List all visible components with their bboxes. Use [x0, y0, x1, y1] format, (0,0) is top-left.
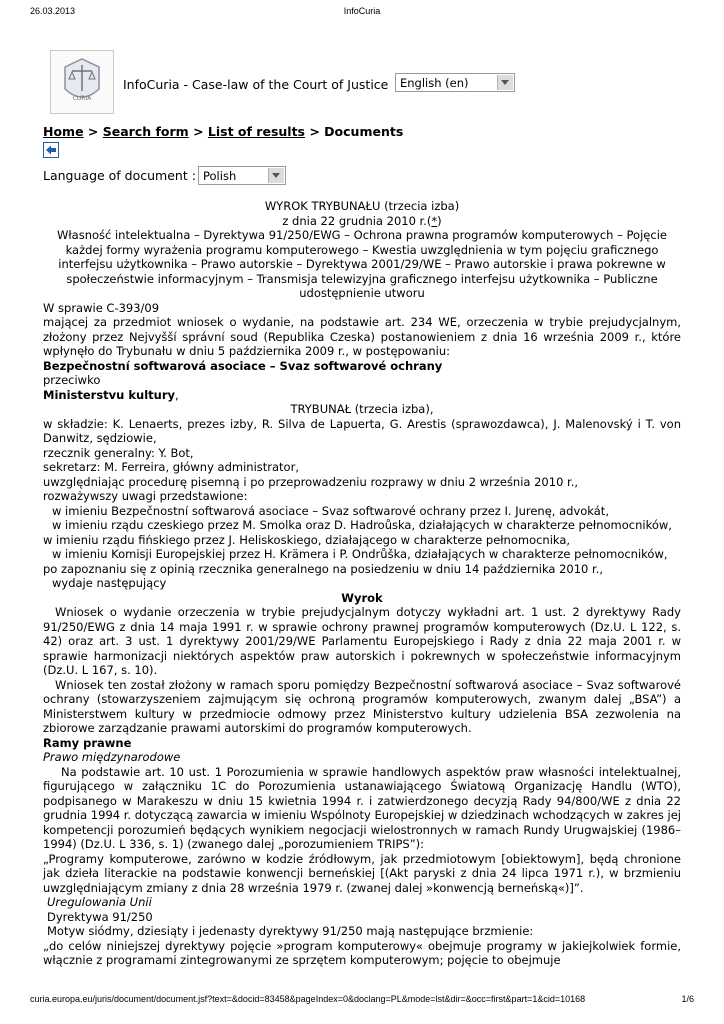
document-language-label: Language of document :: [43, 168, 196, 183]
composition: w składzie: K. Lenaerts, prezes izby, R. Silva de Lapuerta, G. Arestis (sprawozdawca), J. Malenovský i T. von Danwitz, sędziowie,: [43, 416, 681, 445]
judgment-title: WYROK TRYBUNAŁU (trzecia izba): [264, 199, 460, 213]
document-language-select[interactable]: [198, 166, 286, 185]
document-language-value: Polish: [203, 169, 237, 183]
section-heading-legal-framework: Ramy prawne: [43, 735, 132, 750]
defendant: Ministerstvu kultury: [43, 387, 175, 402]
breadcrumb-search-form[interactable]: Search form: [102, 124, 189, 139]
intro-paragraph: mającej za przedmiot wniosek o wydanie, na podstawie art. 234 WE, orzeczenia w trybie prejudycjalnym, złożony przez Nejvyšší správní soud (Republika Czeska) postanowieniem z dnia 16 września 2009 r., które wpłynęło do Trybunału w dniu 5 października 2009 r., w postępowaniu:: [43, 315, 681, 358]
subheading-international-law: Prawo międzynarodowe: [43, 750, 181, 764]
paragraph-1: Wniosek o wydanie orzeczenia w trybie prejudycjalnym dotyczy wykładni art. 1 ust. 2 dyrektywy Rady 91/250/EWG z dnia 14 maja 1991 r. w sprawie ochrony prawnej programów komputerowych (Dz.U. L 122, s. 42) oraz art. 3 ust. 1 dyrektywy 2001/29/WE Parlamentu Europejskiego i Rady z dnia 22 maja 2001 r. w sprawie harmonizacji niektórych aspektów praw autorskich i pokrewnych w społeczeństwie informacyjnym (Dz.U. L 167, s. 10).: [43, 605, 681, 677]
chevron-down-icon[interactable]: [268, 168, 284, 183]
delivers: wydaje następujący: [52, 576, 167, 590]
recitals-intro: Motyw siódmy, dziesiąty i jedenasty dyrektywy 91/250 mają następujące brzmienie:: [47, 924, 534, 938]
back-arrow-icon[interactable]: [43, 142, 59, 158]
quote-recital: „do celów niniejszej dyrektywy pojęcie »program komputerowy« obejmuje programy w jakiejkolwiek formie, włącznie z programami zintegrowanymi ze sprzętem komputerowym; pojęcie to obejmuje: [43, 938, 681, 967]
page-number: 1/6: [681, 994, 694, 1004]
footnote-link[interactable]: *: [431, 213, 438, 228]
logo-text: CURIA: [72, 95, 92, 102]
observation-item: w imieniu rządu fińskiego przez J. Heliskoskiego, działającego w charakterze pełnomocnika,: [43, 532, 571, 547]
versus: przeciwko: [43, 373, 101, 387]
interface-language-select[interactable]: [395, 73, 515, 92]
defendant-line: Ministerstvu kultury,: [43, 387, 179, 402]
breadcrumb-separator: >: [83, 124, 103, 139]
print-url: curia.europa.eu/juris/document/document.jsf?text=&docid=83458&pageIndex=0&doclang=PL&mode=lst&dir=&occ=first&part=1&cid=10168: [30, 994, 586, 1004]
observation-item: w imieniu rządu czeskiego przez M. Smolka oraz D. Hadroůska, działających w charakterze pełnomocników,: [52, 518, 672, 532]
document-body: [43, 199, 681, 968]
print-title: InfoCuria: [343, 6, 381, 16]
breadcrumb-home[interactable]: Home: [43, 124, 84, 139]
registrar: sekretarz: M. Ferreira, główny administrator,: [43, 460, 299, 474]
curia-emblem-icon: [51, 51, 113, 113]
subheading-eu-law: Uregulowania Unii: [47, 895, 152, 909]
paragraph-2: Wniosek ten został złożony w ramach sporu pomiędzy Bezpečnostní softwarová asociace – Svaz softwarové ochrany (stowarzyszeniem zajmującym się ochroną programów komputerowych, zwanym dalej „BSA”) a Ministerstwem kultury w przedmiocie odmowy przez Ministerstvo kultury udzielenia BSA zezwolenia na zbiorowe zarządzanie prawami autorskimi do programów komputerowych.: [43, 677, 681, 735]
breadcrumb-results[interactable]: List of results: [207, 124, 305, 139]
paragraph-3: Na podstawie art. 10 ust. 1 Porozumienia w sprawie handlowych aspektów praw własności intelektualnej, figurującego w załączniku 1C do Porozumienia ustanawiającego Światową Organizację Handlu (WTO), podpisanego w Marakeszu w dniu 15 kwietnia 1994 r. i zatwierdzonego decyzją Rady 94/800/WE z dnia 22 grudnia 1994 r. dotyczącą zawarcia w imieniu Wspólnoty Europejskiej w dziedzinach wchodzących w zakres jej kompetencji porozumień będących wynikiem negocjacji wielostronnych w ramach Rundy Urugwajskiej (1986–1994) (Dz.U. L 336, s. 1) (zwanego dalej „porozumieniem TRIPS”):: [43, 764, 681, 851]
case-number: W sprawie C-393/09: [43, 300, 160, 315]
judgment-heading: Wyrok: [341, 590, 383, 605]
breadcrumb-current: Documents: [324, 124, 404, 139]
print-header: [0, 6, 724, 20]
breadcrumb-separator: >: [304, 124, 325, 139]
interface-language-value: English (en): [400, 76, 469, 90]
print-date: 26.03.2013: [30, 6, 76, 16]
site-title: InfoCuria - Case-law of the Court of Justice: [123, 77, 389, 92]
breadcrumb: [43, 124, 403, 139]
advocate-general: rzecznik generalny: Y. Bot,: [43, 445, 194, 460]
procedure: uwzględniając procedurę pisemną i po przeprowadzeniu rozprawy w dniu 2 września 2010 r.,: [43, 474, 579, 489]
observation-item: w imieniu Bezpečnostní softwarová asociace – Svaz softwarové ochrany przez I. Jurenę, advokát,: [52, 503, 609, 518]
court-heading: TRYBUNAŁ (trzecia izba),: [290, 402, 434, 416]
chevron-down-icon[interactable]: [497, 75, 513, 90]
applicant: Bezpečnostní softwarová asociace – Svaz softwarové ochrany: [43, 358, 443, 373]
after-opinion: po zapoznaniu się z opinią rzecznika generalnego na posiedzeniu w dniu 14 października 2010 r.,: [43, 561, 604, 576]
keywords: Własność intelektualna – Dyrektywa 91/250/EWG – Ochrona prawna programów komputerowych – Pojęcie każdej formy wyrażenia programu komputerowego – Kwestia uwzględnienia w tym pojęciu graficznego interfejsu użytkownika – Prawo autorskie – Dyrektywa 2001/29/WE – Prawo autorskie i prawa pokrewne w społeczeństwie informacyjnym – Transmisja telewizyjna graficznego interfejsu użytkownika – Publiczne udostępnienie utworu: [57, 228, 667, 300]
curia-logo[interactable]: [50, 50, 114, 114]
breadcrumb-separator: >: [188, 124, 208, 139]
observation-item: w imieniu Komisji Europejskiej przez H. Krämera i P. Ondrůška, działających w charakterze pełnomocników,: [52, 547, 668, 561]
quote-trips: „Programy komputerowe, zarówno w kodzie źródłowym, jak przedmiotowym [obiektowym], będą chronione jak dzieła literackie na podstawie konwencji berneńskiej [(Akt paryski z dnia 24 lipca 1971 r.), w brzmieniu uwzględniającym zmiany z dnia 28 września 1979 r. (zwanej dalej »konwencją berneńską«)]”.: [43, 851, 681, 895]
subheading-directive: Dyrektywa 91/250: [47, 909, 153, 924]
judgment-date: z dnia 22 grudnia 2010 r.(*): [282, 213, 442, 228]
observations-heading: rozważywszy uwagi przedstawione:: [43, 489, 248, 503]
